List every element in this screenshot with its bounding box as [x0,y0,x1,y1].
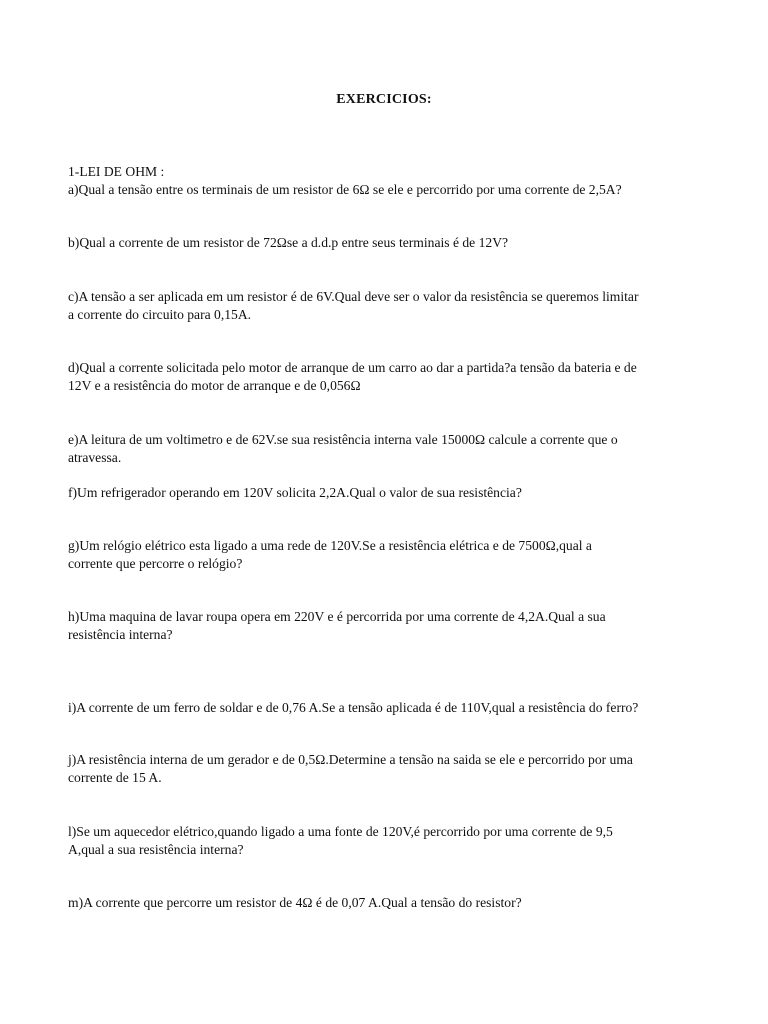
question-g-line-2: corrente que percorre o relógio? [68,556,243,571]
question-e-line-1: e)A leitura de um voltimetro e de 62V.se sua resistência interna vale 15000Ω calcule a corrente que o [68,432,618,447]
question-e-line-2: atravessa. [68,450,122,465]
question-g-line-1: g)Um relógio elétrico esta ligado a uma rede de 120V.Se a resistência elétrica e de 7500Ω,qual a [68,538,592,553]
question-h-line-2: resistência interna? [68,627,173,642]
question-i-line-1: i)A corrente de um ferro de soldar e de 0,76 A.Se a tensão aplicada é de 110V,qual a resistência do ferro? [68,700,639,715]
question-f-line-1: f)Um refrigerador operando em 120V solicita 2,2A.Qual o valor de sua resistência? [68,485,522,500]
page-title: EXERCICIOS: [336,92,432,107]
question-h-line-1: h)Uma maquina de lavar roupa opera em 220V e é percorrida por uma corrente de 4,2A.Qual a sua [68,609,606,624]
question-j-line-1: j)A resistência interna de um gerador e de 0,5Ω.Determine a tensão na saida se ele e percorrido por uma [68,752,633,767]
question-c-line-1: c)A tensão a ser aplicada em um resistor é de 6V.Qual deve ser o valor da resistência se queremos limitar [68,289,639,304]
section-heading: 1-LEI DE OHM : [68,164,165,179]
question-l-line-2: A,qual a sua resistência interna? [68,842,244,857]
question-b-line-1: b)Qual a corrente de um resistor de 72Ωse a d.d.p entre seus terminais é de 12V? [68,235,509,250]
question-d-line-2: 12V e a resistência do motor de arranque e de 0,056Ω [68,378,361,393]
question-j-line-2: corrente de 15 A. [68,770,162,785]
question-d-line-1: d)Qual a corrente solicitada pelo motor de arranque de um carro ao dar a partida?a tensão da bateria e de [68,360,637,375]
question-l-line-1: l)Se um aquecedor elétrico,quando ligado a uma fonte de 120V,é percorrido por uma corrente de 9,5 [68,824,613,839]
question-a-line-1: a)Qual a tensão entre os terminais de um resistor de 6Ω se ele e percorrido por uma corrente de 2,5A? [68,182,622,197]
question-m-line-1: m)A corrente que percorre um resistor de 4Ω é de 0,07 A.Qual a tensão do resistor? [68,895,522,910]
question-c-line-2: a corrente do circuito para 0,15A. [68,307,252,322]
